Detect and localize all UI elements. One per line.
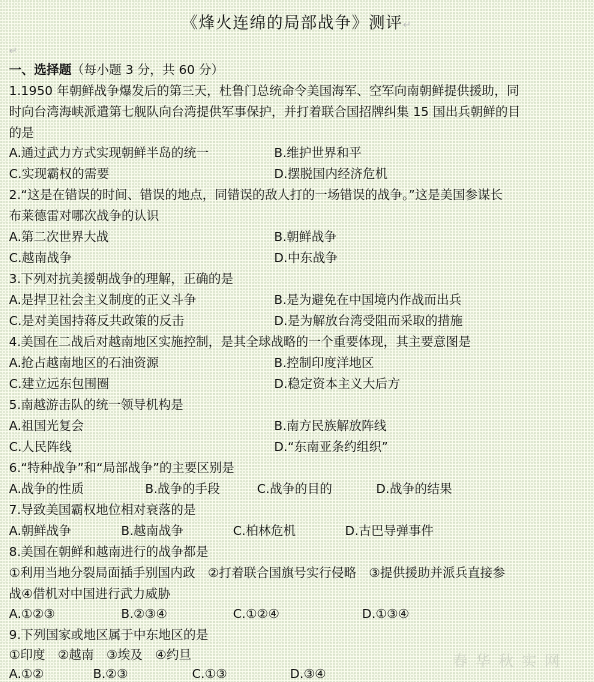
- q7-option-d[interactable]: D.古巴导弹事件: [345, 523, 434, 538]
- paragraph-mark: ↵: [402, 20, 413, 31]
- section-note: （每小题 3 分，共 60 分）: [71, 62, 224, 77]
- q1-stem-line2: 时向台湾海峡派遣第七舰队向台湾提供军事保护，并打着联合国招牌纠集 15 国出兵朝鲜的目: [9, 104, 521, 119]
- watermark-logo: 春华秋实网: [452, 652, 568, 670]
- q9-stem-line2: ①印度 ②越南 ③埃及 ④约旦: [9, 647, 192, 662]
- q2-stem-line1: 2.“这是在错误的时间、错误的地点，同错误的敌人打的一场错误的战争。”这是美国参谋长: [9, 187, 503, 202]
- q4-option-b[interactable]: B.控制印度洋地区: [274, 355, 375, 370]
- page-title: [0, 10, 594, 33]
- q9-option-b[interactable]: B.②③: [93, 666, 128, 681]
- q4-stem-line1: 4.美国在二战后对越南地区实施控制，是其全球战略的一个重要体现，其主要意图是: [9, 334, 471, 349]
- q7-option-b[interactable]: B.越南战争: [121, 523, 184, 538]
- q3-option-c[interactable]: C.是对美国持蒋反共政策的反击: [9, 313, 185, 328]
- section-title: 一、选择题: [9, 62, 72, 77]
- q9-option-d[interactable]: D.③④: [290, 666, 327, 681]
- q3-option-a[interactable]: A.是捍卫社会主义制度的正义斗争: [9, 292, 197, 307]
- q6-option-c[interactable]: C.战争的目的: [257, 481, 333, 496]
- q7-option-a[interactable]: A.朝鲜战争: [9, 523, 72, 538]
- q1-option-c[interactable]: C.实现霸权的需要: [9, 166, 110, 181]
- q5-option-c[interactable]: C.人民阵线: [9, 439, 72, 454]
- q8-option-b[interactable]: B.②③④: [121, 606, 168, 621]
- q5-option-b[interactable]: B.南方民族解放阵线: [274, 418, 387, 433]
- q7-option-c[interactable]: C.柏林危机: [233, 523, 296, 538]
- q9-option-c[interactable]: C.①③: [192, 666, 228, 681]
- q8-option-d[interactable]: D.①③④: [362, 606, 410, 621]
- blank-line: [9, 42, 17, 60]
- q4-option-a[interactable]: A.抢占越南地区的石油资源: [9, 355, 159, 370]
- q2-option-a[interactable]: A.第二次世界大战: [9, 229, 109, 244]
- q1-option-a[interactable]: A.通过武力方式实现朝鲜半岛的统一: [9, 145, 209, 160]
- section-heading: [9, 62, 224, 78]
- q2-stem-line2: 布莱德雷对哪次战争的认识: [9, 208, 160, 223]
- q2-option-b[interactable]: B.朝鲜战争: [274, 229, 337, 244]
- q6-stem-line1: 6.“特种战争”和“局部战争”的主要区别是: [9, 460, 235, 475]
- q1-option-b[interactable]: B.维护世界和平: [274, 145, 362, 160]
- q5-option-a[interactable]: A.祖国光复会: [9, 418, 84, 433]
- q2-option-d[interactable]: D.中东战争: [274, 250, 338, 265]
- q4-option-d[interactable]: D.稳定资本主义大后方: [274, 376, 401, 391]
- q8-stem-line3: 战④借机对中国进行武力威胁: [9, 586, 171, 601]
- title-text: 《烽火连绵的局部战争》测评: [181, 13, 403, 32]
- q1-option-d[interactable]: D.摆脱国内经济危机: [274, 166, 388, 181]
- q5-stem-line1: 5.南越游击队的统一领导机构是: [9, 397, 184, 412]
- q9-stem-line1: 9.下列国家或地区属于中东地区的是: [9, 627, 209, 642]
- q5-option-d[interactable]: D.“东南亚条约组织”: [274, 439, 389, 454]
- q8-stem-line1: 8.美国在朝鲜和越南进行的战争都是: [9, 544, 209, 559]
- paragraph-mark: ↵: [9, 46, 18, 57]
- q6-option-d[interactable]: D.战争的结果: [376, 481, 453, 496]
- q8-stem-line2: ①利用当地分裂局面插手别国内政 ②打着联合国旗号实行侵略 ③提供援助并派兵直接参: [9, 565, 506, 580]
- q7-stem-line1: 7.导致美国霸权地位相对衰落的是: [9, 502, 196, 517]
- q3-option-b[interactable]: B.是为避免在中国境内作战而出兵: [274, 292, 462, 307]
- q4-option-c[interactable]: C.建立远东包围圈: [9, 376, 110, 391]
- q2-option-c[interactable]: C.越南战争: [9, 250, 72, 265]
- q8-option-c[interactable]: C.①②④: [233, 606, 280, 621]
- q9-option-a[interactable]: A.①②: [9, 666, 44, 681]
- q8-option-a[interactable]: A.①②③: [9, 606, 55, 621]
- q6-option-b[interactable]: B.战争的手段: [145, 481, 221, 496]
- q3-option-d[interactable]: D.是为解放台湾受阻而采取的措施: [274, 313, 463, 328]
- q6-option-a[interactable]: A.战争的性质: [9, 481, 84, 496]
- q1-stem-line3: 的是: [9, 125, 35, 140]
- q3-stem-line1: 3.下列对抗美援朝战争的理解，正确的是: [9, 271, 234, 286]
- q1-stem-line1: 1.1950 年朝鲜战争爆发后的第三天，杜鲁门总统命令美国海军、空军向南朝鲜提供援助，同: [9, 83, 520, 98]
